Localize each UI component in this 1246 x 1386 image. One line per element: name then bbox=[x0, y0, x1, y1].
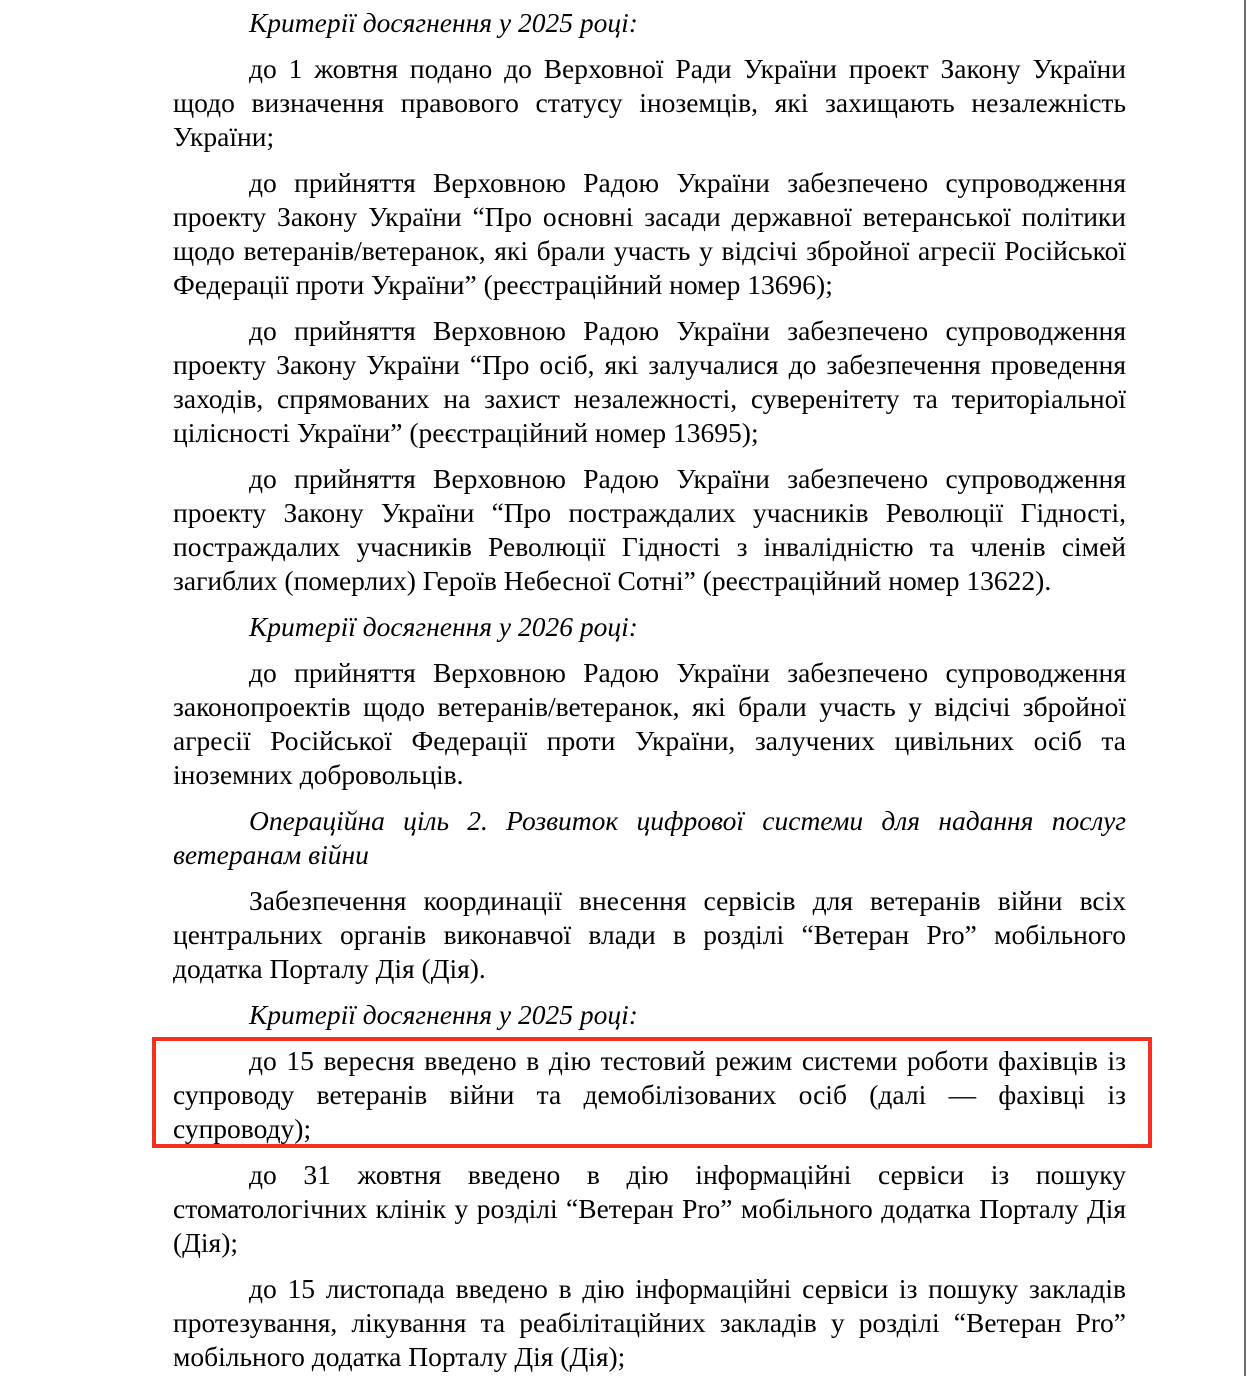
document-body bbox=[173, 0, 1126, 1386]
paragraph-support-specialists: до 15 вересня введено в дію тестовий режим системи роботи фахівців із супроводу ветеранів війни та демобілізованих осіб (далі — фахівці із супроводу); bbox=[173, 1045, 1126, 1144]
paragraph-bill-13622: до прийняття Верховною Радою України забезпечено супроводження проекту Закону України “Про постраждалих учасників Революції Гідності, постраждалих учасників Революції Гідності з інвалідністю та членів сімей загиблих (померлих) Героїв Небесної Сотні” (реєстраційний номер 13622). bbox=[173, 463, 1126, 596]
paragraph-prosthetics: до 15 листопада введено в дію інформаційні сервіси із пошуку закладів протезування, лікування та реабілітаційних закладів у розділі “Ветеран Pro” мобільного додатка Порталу Дія (Дія); bbox=[173, 1273, 1126, 1372]
paragraph-draft-laws: до прийняття Верховною Радою України забезпечено супроводження законопроектів щодо ветеранів/ветеранок, які брали участь у відсічі збройної агресії Російської Федерації проти України, залучених цивільних осіб та іноземних добровольців. bbox=[173, 657, 1126, 790]
paragraph-bill-13695: до прийняття Верховною Радою України забезпечено супроводження проекту Закону України “Про осіб, які залучалися до забезпечення проведення заходів, спрямованих на захист незалежності, суверенітету та територіальної цілісності України” (реєстраційний номер 13695); bbox=[173, 315, 1126, 448]
paragraph-dental-clinics: до 31 жовтня введено в дію інформаційні сервіси із пошуку стоматологічних клінік у розділі “Ветеран Pro” мобільного додатка Порталу Дія (Дія); bbox=[173, 1159, 1126, 1258]
paragraph-foreigners-status: до 1 жовтня подано до Верховної Ради України проект Закону України щодо визначення правового статусу іноземців, які захищають незалежність України; bbox=[173, 53, 1126, 152]
criteria-heading-2025: Критерії досягнення у 2025 році: bbox=[249, 7, 638, 38]
paragraph-diia-coordination: Забезпечення координації внесення сервісів для ветеранів війни всіх центральних органів виконавчої влади в розділі “Ветеран Pro” мобільного додатка Порталу Дія (Дія). bbox=[173, 885, 1126, 984]
criteria-heading-2026: Критерії досягнення у 2026 році: bbox=[249, 611, 638, 642]
paragraph-bill-13696: до прийняття Верховною Радою України забезпечено супроводження проекту Закону України “Про основні засади державної ветеранської політики щодо ветеранів/ветеранок, які брали участь у відсічі збройної агресії Російської Федерації проти України” (реєстраційний номер 13696); bbox=[173, 167, 1126, 300]
criteria-heading-2025-second: Критерії досягнення у 2025 році: bbox=[249, 999, 638, 1030]
operational-goal-2: Операційна ціль 2. Розвиток цифрової системи для надання послуг ветеранам війни bbox=[173, 805, 1126, 870]
